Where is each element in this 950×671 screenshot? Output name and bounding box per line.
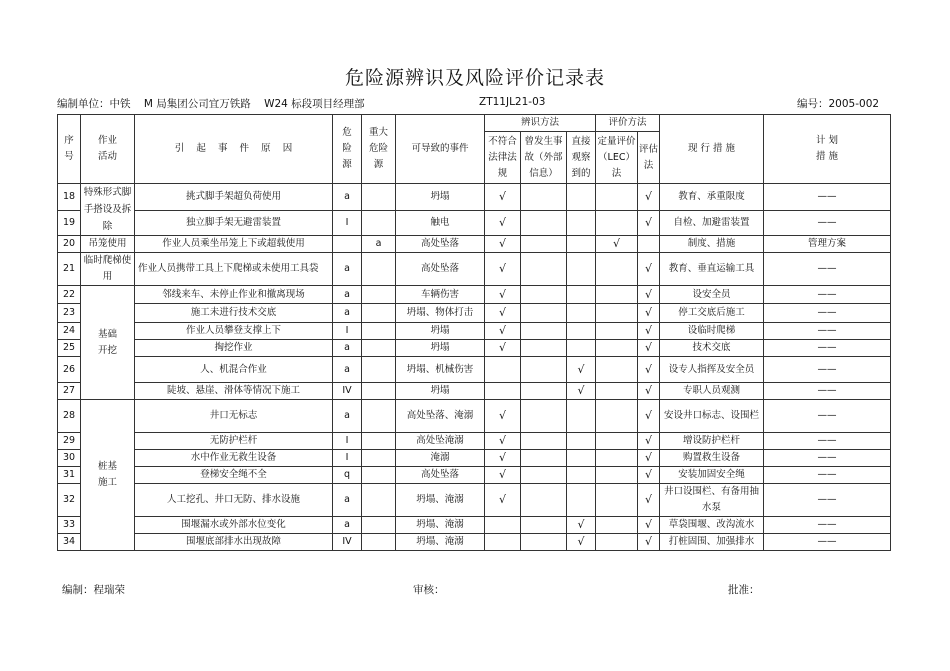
row-plan: —— <box>764 340 891 357</box>
table-row <box>58 340 891 357</box>
row-hazard: a <box>333 357 362 383</box>
history-check <box>521 253 567 286</box>
header-event: 可导致的事件 <box>396 115 485 184</box>
compiling-unit-value: 中铁 M 局集团公司宜万铁路 W24 标段项目经理部 <box>109 98 365 110</box>
noncompliance-check: √ <box>485 433 521 450</box>
table-row <box>58 253 891 286</box>
table-row <box>58 517 891 534</box>
table-row <box>58 236 891 253</box>
assess-check: √ <box>638 433 660 450</box>
history-check <box>521 534 567 551</box>
header-identify-method: 辨识方法 <box>485 115 596 132</box>
row-plan: —— <box>764 184 891 211</box>
assess-check: √ <box>638 184 660 211</box>
history-check <box>521 484 567 517</box>
table-row <box>58 433 891 450</box>
lec-check: √ <box>596 236 638 253</box>
footer-prepared: 编制：程瑞荣 <box>62 584 125 596</box>
row-measures: 井口设围栏、有备用抽水泵 <box>660 484 764 517</box>
row-cause: 围堰底部排水出现故障 <box>135 534 333 551</box>
row-seq: 31 <box>58 467 81 484</box>
assess-check: √ <box>638 467 660 484</box>
direct-check: √ <box>567 534 596 551</box>
assess-check: √ <box>638 211 660 236</box>
row-hazard: IV <box>333 383 362 400</box>
row-plan: —— <box>764 517 891 534</box>
row-measures: 草袋围堰、改沟流水 <box>660 517 764 534</box>
assess-check: √ <box>638 400 660 433</box>
row-cause: 独立脚手架无避雷装置 <box>135 211 333 236</box>
noncompliance-check <box>485 534 521 551</box>
row-hazard: q <box>333 467 362 484</box>
header-measures: 现 行 措 施 <box>660 115 764 184</box>
header-cause: 引 起 事 件 原 因 <box>135 115 333 184</box>
row-major-hazard <box>362 383 396 400</box>
row-cause: 人工挖孔、井口无防、排水设施 <box>135 484 333 517</box>
row-hazard: I <box>333 450 362 467</box>
row-seq: 28 <box>58 400 81 433</box>
row-seq: 21 <box>58 253 81 286</box>
assess-check: √ <box>638 484 660 517</box>
table-row <box>58 383 891 400</box>
row-event: 触电 <box>396 211 485 236</box>
row-activity: 吊笼使用 <box>81 236 135 253</box>
row-hazard: a <box>333 286 362 304</box>
row-seq: 19 <box>58 211 81 236</box>
history-check <box>521 184 567 211</box>
hazard-table <box>57 114 891 551</box>
history-check <box>521 517 567 534</box>
row-event: 高处坠淹溺 <box>396 433 485 450</box>
table-row <box>58 467 891 484</box>
row-event: 坍塌 <box>396 184 485 211</box>
noncompliance-check: √ <box>485 253 521 286</box>
row-event: 坍塌、淹溺 <box>396 484 485 517</box>
noncompliance-check <box>485 517 521 534</box>
row-measures: 专职人员观测 <box>660 383 764 400</box>
row-event: 高处坠落 <box>396 253 485 286</box>
row-major-hazard <box>362 304 396 323</box>
direct-check: √ <box>567 357 596 383</box>
header-plan: 计 划 措 施 <box>764 115 891 184</box>
row-hazard: a <box>333 253 362 286</box>
header-assessment: 评估 法 <box>638 132 660 184</box>
row-hazard: I <box>333 323 362 340</box>
history-check <box>521 211 567 236</box>
direct-check <box>567 433 596 450</box>
row-plan: —— <box>764 286 891 304</box>
table-row <box>58 286 891 304</box>
row-event: 淹溺 <box>396 450 485 467</box>
row-plan: —— <box>764 383 891 400</box>
row-major-hazard <box>362 450 396 467</box>
assess-check: √ <box>638 517 660 534</box>
row-event: 坍塌、淹溺 <box>396 517 485 534</box>
footer-review: 审核： <box>413 584 445 596</box>
row-event: 坍塌、淹溺 <box>396 534 485 551</box>
table-row <box>58 184 891 211</box>
history-check <box>521 304 567 323</box>
header-direct-observation: 直接 观察 到的 <box>567 132 596 184</box>
document-number-label: 编号： <box>797 98 829 110</box>
row-hazard: a <box>333 400 362 433</box>
row-major-hazard <box>362 211 396 236</box>
row-hazard: a <box>333 340 362 357</box>
noncompliance-check: √ <box>485 450 521 467</box>
direct-check <box>567 323 596 340</box>
lec-check <box>596 304 638 323</box>
lec-check <box>596 534 638 551</box>
row-seq: 25 <box>58 340 81 357</box>
assess-check: √ <box>638 253 660 286</box>
row-cause: 人、机混合作业 <box>135 357 333 383</box>
header-seq: 序 号 <box>58 115 81 184</box>
row-major-hazard <box>362 484 396 517</box>
row-major-hazard <box>362 323 396 340</box>
row-plan: —— <box>764 211 891 236</box>
row-event: 高处坠落 <box>396 467 485 484</box>
row-hazard <box>333 236 362 253</box>
direct-check <box>567 304 596 323</box>
row-plan: —— <box>764 357 891 383</box>
history-check <box>521 383 567 400</box>
row-hazard: a <box>333 304 362 323</box>
direct-check <box>567 236 596 253</box>
row-major-hazard: a <box>362 236 396 253</box>
header-noncompliance: 不符合 法律法 规 <box>485 132 521 184</box>
header-major-hazard: 重大 危险 源 <box>362 115 396 184</box>
noncompliance-check: √ <box>485 400 521 433</box>
row-cause: 水中作业无救生设备 <box>135 450 333 467</box>
row-cause: 登梯安全绳不全 <box>135 467 333 484</box>
row-cause: 邻线来车、未停止作业和撤离现场 <box>135 286 333 304</box>
history-check <box>521 286 567 304</box>
noncompliance-check: √ <box>485 340 521 357</box>
row-measures: 停工交底后施工 <box>660 304 764 323</box>
history-check <box>521 400 567 433</box>
lec-check <box>596 211 638 236</box>
direct-check <box>567 211 596 236</box>
assess-check: √ <box>638 383 660 400</box>
assess-check: √ <box>638 286 660 304</box>
direct-check <box>567 400 596 433</box>
row-seq: 32 <box>58 484 81 517</box>
row-major-hazard <box>362 184 396 211</box>
noncompliance-check <box>485 357 521 383</box>
row-cause: 掏挖作业 <box>135 340 333 357</box>
activity-group-foundation: 基础 开挖 <box>81 286 135 400</box>
document-number-value: 2005-002 <box>828 98 880 110</box>
row-major-hazard <box>362 253 396 286</box>
history-check <box>521 467 567 484</box>
row-event: 坍塌 <box>396 340 485 357</box>
header-lec: 定量评价 （LEC） 法 <box>596 132 638 184</box>
row-measures: 设临时爬梯 <box>660 323 764 340</box>
history-check <box>521 433 567 450</box>
lec-check <box>596 357 638 383</box>
row-plan: —— <box>764 323 891 340</box>
row-measures: 增设防护栏杆 <box>660 433 764 450</box>
row-measures: 购置救生设备 <box>660 450 764 467</box>
row-hazard: a <box>333 517 362 534</box>
row-event: 车辆伤害 <box>396 286 485 304</box>
lec-check <box>596 517 638 534</box>
table-row <box>58 357 891 383</box>
row-major-hazard <box>362 467 396 484</box>
lec-check <box>596 323 638 340</box>
row-major-hazard <box>362 433 396 450</box>
document-code: ZT11JL21-03 <box>479 96 546 108</box>
header-accident-history: 曾发生事 故（外部 信息） <box>521 132 567 184</box>
direct-check <box>567 340 596 357</box>
header-activity: 作业 活动 <box>81 115 135 184</box>
assess-check: √ <box>638 323 660 340</box>
row-measures: 安装加固安全绳 <box>660 467 764 484</box>
row-measures: 制度、措施 <box>660 236 764 253</box>
history-check <box>521 357 567 383</box>
direct-check <box>567 253 596 286</box>
row-major-hazard <box>362 340 396 357</box>
row-measures: 设安全员 <box>660 286 764 304</box>
direct-check: √ <box>567 517 596 534</box>
row-hazard: I <box>333 433 362 450</box>
row-plan: —— <box>764 433 891 450</box>
header-evaluate-method: 评价方法 <box>596 115 660 132</box>
row-measures: 教育、垂直运输工具 <box>660 253 764 286</box>
lec-check <box>596 433 638 450</box>
row-seq: 34 <box>58 534 81 551</box>
assess-check: √ <box>638 357 660 383</box>
row-hazard: IV <box>333 534 362 551</box>
noncompliance-check: √ <box>485 184 521 211</box>
history-check <box>521 323 567 340</box>
direct-check: √ <box>567 383 596 400</box>
row-measures: 技术交底 <box>660 340 764 357</box>
assess-check: √ <box>638 304 660 323</box>
table-row <box>58 400 891 433</box>
row-hazard: a <box>333 484 362 517</box>
row-measures: 自检、加避雷装置 <box>660 211 764 236</box>
history-check <box>521 236 567 253</box>
row-cause: 围堰漏水或外部水位变化 <box>135 517 333 534</box>
row-cause: 井口无标志 <box>135 400 333 433</box>
row-major-hazard <box>362 286 396 304</box>
noncompliance-check: √ <box>485 236 521 253</box>
lec-check <box>596 400 638 433</box>
activity-group-scaffold: 特殊形式脚手搭设及拆除 <box>81 184 135 236</box>
row-cause: 作业人员携带工具上下爬梯或未使用工具袋 <box>135 253 333 286</box>
footer-approve: 批准： <box>728 584 760 596</box>
compiling-unit-label: 编制单位： <box>57 98 110 110</box>
row-hazard: a <box>333 184 362 211</box>
row-event: 坍塌 <box>396 323 485 340</box>
noncompliance-check: √ <box>485 467 521 484</box>
lec-check <box>596 383 638 400</box>
row-plan: —— <box>764 400 891 433</box>
compiling-unit <box>57 96 365 111</box>
row-seq: 20 <box>58 236 81 253</box>
table-row <box>58 211 891 236</box>
lec-check <box>596 484 638 517</box>
header-hazard: 危 险 源 <box>333 115 362 184</box>
row-event: 高处坠落、淹溺 <box>396 400 485 433</box>
noncompliance-check <box>485 383 521 400</box>
direct-check <box>567 450 596 467</box>
assess-check: √ <box>638 534 660 551</box>
row-major-hazard <box>362 357 396 383</box>
noncompliance-check: √ <box>485 323 521 340</box>
row-cause: 挑式脚手架超负荷使用 <box>135 184 333 211</box>
row-plan: 管理方案 <box>764 236 891 253</box>
row-event: 高处坠落 <box>396 236 485 253</box>
activity-group-pile: 桩基 施工 <box>81 400 135 551</box>
row-cause: 作业人员乘坐吊笼上下或超载使用 <box>135 236 333 253</box>
assess-check: √ <box>638 450 660 467</box>
row-seq: 18 <box>58 184 81 211</box>
page-title: 危险源辨识及风险评价记录表 <box>344 67 605 89</box>
lec-check <box>596 340 638 357</box>
row-seq: 30 <box>58 450 81 467</box>
row-measures: 设专人指挥及安全员 <box>660 357 764 383</box>
lec-check <box>596 253 638 286</box>
row-seq: 22 <box>58 286 81 304</box>
row-seq: 33 <box>58 517 81 534</box>
direct-check <box>567 184 596 211</box>
table-row <box>58 484 891 517</box>
table-row <box>58 304 891 323</box>
row-activity: 临时爬梯使用 <box>81 253 135 286</box>
row-seq: 27 <box>58 383 81 400</box>
noncompliance-check: √ <box>485 484 521 517</box>
lec-check <box>596 286 638 304</box>
row-plan: —— <box>764 450 891 467</box>
noncompliance-check: √ <box>485 286 521 304</box>
lec-check <box>596 450 638 467</box>
row-plan: —— <box>764 253 891 286</box>
row-major-hazard <box>362 534 396 551</box>
direct-check <box>567 484 596 517</box>
row-event: 坍塌 <box>396 383 485 400</box>
row-plan: —— <box>764 467 891 484</box>
document-number <box>797 96 879 111</box>
row-cause: 作业人员攀登支撑上下 <box>135 323 333 340</box>
row-seq: 26 <box>58 357 81 383</box>
row-cause: 无防护栏杆 <box>135 433 333 450</box>
row-event: 坍塌、物体打击 <box>396 304 485 323</box>
table-row <box>58 323 891 340</box>
table-row <box>58 534 891 551</box>
table-row <box>58 450 891 467</box>
noncompliance-check: √ <box>485 304 521 323</box>
row-measures: 教育、承重限度 <box>660 184 764 211</box>
row-seq: 24 <box>58 323 81 340</box>
row-major-hazard <box>362 517 396 534</box>
lec-check <box>596 184 638 211</box>
history-check <box>521 340 567 357</box>
row-seq: 23 <box>58 304 81 323</box>
row-seq: 29 <box>58 433 81 450</box>
lec-check <box>596 467 638 484</box>
row-measures: 安设井口标志、设围栏 <box>660 400 764 433</box>
row-plan: —— <box>764 304 891 323</box>
row-cause: 施工未进行技术交底 <box>135 304 333 323</box>
row-plan: —— <box>764 484 891 517</box>
row-hazard: I <box>333 211 362 236</box>
row-cause: 陡坡、悬崖、滑体等情况下施工 <box>135 383 333 400</box>
row-major-hazard <box>362 400 396 433</box>
assess-check: √ <box>638 340 660 357</box>
direct-check <box>567 286 596 304</box>
row-event: 坍塌、机械伤害 <box>396 357 485 383</box>
row-plan: —— <box>764 534 891 551</box>
history-check <box>521 450 567 467</box>
assess-check <box>638 236 660 253</box>
noncompliance-check: √ <box>485 211 521 236</box>
direct-check <box>567 467 596 484</box>
row-measures: 打桩固围、加强排水 <box>660 534 764 551</box>
